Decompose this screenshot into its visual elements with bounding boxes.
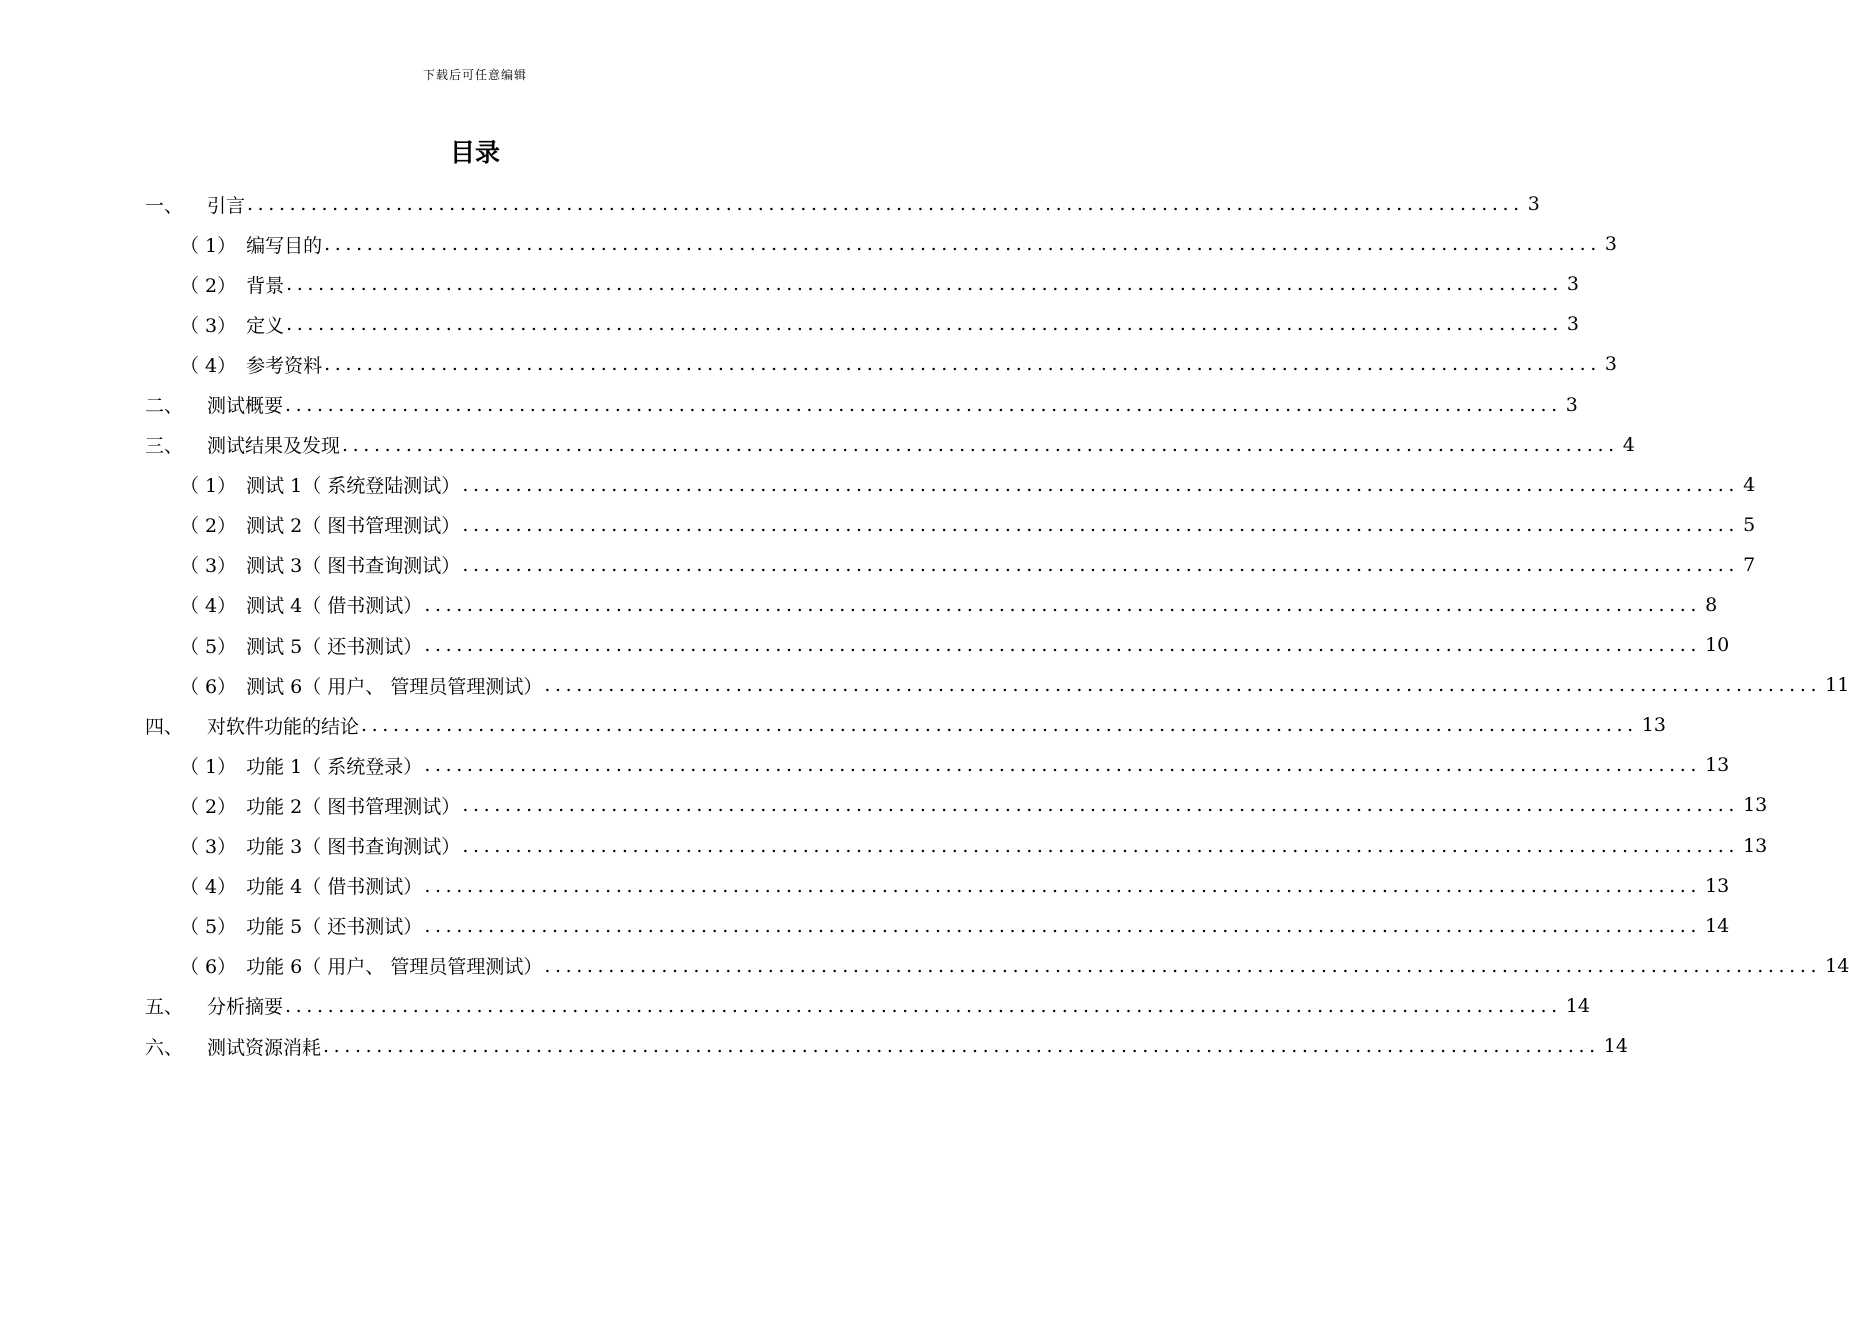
toc-page-number: 13 xyxy=(1743,834,1768,857)
toc-entry-number: 六、 xyxy=(145,1036,184,1059)
toc-entry-number: （ 1） xyxy=(180,234,237,257)
toc-subentry[interactable] xyxy=(145,224,1617,264)
toc-entry-text: 功能 3（ 图书查询测试） xyxy=(246,836,461,859)
toc-entry-number: （ 6） xyxy=(180,675,237,698)
toc-page-number: 13 xyxy=(1743,794,1768,817)
toc-dot-leader: ........................................................................................................................ xyxy=(462,553,1740,576)
toc-entry-text: 背景 xyxy=(246,274,285,297)
table-of-contents xyxy=(145,184,1849,1066)
toc-entry[interactable] xyxy=(145,425,1635,465)
toc-subentry[interactable] xyxy=(145,906,1730,946)
toc-page-number: 4 xyxy=(1743,473,1756,496)
toc-subentry[interactable] xyxy=(145,264,1579,304)
toc-entry[interactable] xyxy=(145,184,1540,224)
toc-entry-text: 对软件功能的结论 xyxy=(207,715,360,738)
toc-entry-text: 功能 4（ 借书测试） xyxy=(246,876,423,899)
toc-dot-leader: ........................................................................................................................ xyxy=(285,393,1562,416)
toc-entry-number: 一、 xyxy=(145,194,184,217)
page-title: 目录 xyxy=(449,138,500,167)
toc-entry-text: 测试 3（ 图书查询测试） xyxy=(246,555,461,578)
toc-entry[interactable] xyxy=(145,1026,1628,1066)
toc-entry-text: 测试 2（ 图书管理测试） xyxy=(246,515,461,538)
toc-dot-leader: ........................................................................................................................ xyxy=(424,874,1702,897)
toc-page-number: 11 xyxy=(1825,674,1849,697)
toc-page-number: 14 xyxy=(1705,914,1730,937)
toc-entry-number: 四、 xyxy=(145,715,184,738)
toc-dot-leader: ........................................................................................................................ xyxy=(285,994,1562,1017)
toc-entry-text: 编写目的 xyxy=(246,234,323,257)
toc-subentry[interactable] xyxy=(145,665,1849,705)
toc-dot-leader: ........................................................................................................................ xyxy=(247,193,1524,216)
toc-page-number: 14 xyxy=(1825,954,1849,977)
toc-entry-number: （ 1） xyxy=(180,475,237,498)
toc-entry-number: （ 6） xyxy=(180,956,237,979)
toc-entry-number: （ 4） xyxy=(180,595,237,618)
toc-subentry[interactable] xyxy=(145,785,1768,825)
toc-page-number: 13 xyxy=(1705,874,1730,897)
toc-entry-text: 测试概要 xyxy=(207,395,284,418)
toc-entry-text: 功能 6（ 用户、 管理员管理测试） xyxy=(246,956,543,979)
toc-dot-leader: ........................................................................................................................ xyxy=(424,754,1702,777)
toc-dot-leader: ........................................................................................................................ xyxy=(462,834,1740,857)
toc-entry-text: 测试 6（ 用户、 管理员管理测试） xyxy=(246,675,543,698)
toc-entry-text: 分析摘要 xyxy=(207,996,284,1019)
toc-entry-text: 功能 5（ 还书测试） xyxy=(246,916,423,939)
toc-entry[interactable] xyxy=(145,705,1666,745)
toc-dot-leader: ........................................................................................................................ xyxy=(324,353,1601,376)
toc-dot-leader: ........................................................................................................................ xyxy=(462,794,1740,817)
toc-dot-leader: ........................................................................................................................ xyxy=(424,634,1702,657)
toc-subentry[interactable] xyxy=(145,505,1756,545)
toc-entry-number: （ 5） xyxy=(180,635,237,658)
toc-entry-text: 测试 1（ 系统登陆测试） xyxy=(246,475,461,498)
header-note: 下载后可任意编辑 xyxy=(422,68,527,82)
toc-entry-text: 测试 5（ 还书测试） xyxy=(246,635,423,658)
toc-dot-leader: ........................................................................................................................ xyxy=(324,233,1601,256)
toc-page-number: 3 xyxy=(1604,353,1617,376)
toc-subentry[interactable] xyxy=(145,946,1849,986)
toc-subentry[interactable] xyxy=(145,745,1730,785)
toc-page-number: 7 xyxy=(1743,553,1756,576)
toc-entry-number: （ 3） xyxy=(180,314,237,337)
toc-page-number: 3 xyxy=(1604,233,1617,256)
toc-entry-number: 三、 xyxy=(145,435,184,458)
toc-entry-text: 测试资源消耗 xyxy=(207,1036,322,1059)
toc-subentry[interactable] xyxy=(145,585,1718,625)
toc-dot-leader: ........................................................................................................................ xyxy=(462,473,1740,496)
toc-subentry[interactable] xyxy=(145,465,1756,505)
toc-page-number: 3 xyxy=(1565,393,1578,416)
toc-entry-text: 参考资料 xyxy=(246,354,323,377)
toc-page-number: 14 xyxy=(1603,1035,1628,1058)
toc-entry-number: 二、 xyxy=(145,395,184,418)
toc-entry-number: （ 3） xyxy=(180,836,237,859)
toc-entry-number: （ 3） xyxy=(180,555,237,578)
toc-dot-leader: ........................................................................................................................ xyxy=(342,433,1619,456)
toc-dot-leader: ........................................................................................................................ xyxy=(544,674,1822,697)
toc-dot-leader: ........................................................................................................................ xyxy=(323,1035,1600,1058)
toc-entry-text: 定义 xyxy=(246,314,285,337)
toc-entry-number: （ 4） xyxy=(180,876,237,899)
toc-subentry[interactable] xyxy=(145,866,1730,906)
toc-dot-leader: ........................................................................................................................ xyxy=(286,313,1563,336)
toc-entry-text: 测试结果及发现 xyxy=(207,435,341,458)
toc-entry-number: 五、 xyxy=(145,996,184,1019)
toc-entry-number: （ 2） xyxy=(180,274,237,297)
toc-entry-number: （ 2） xyxy=(180,795,237,818)
toc-page-number: 4 xyxy=(1622,433,1635,456)
toc-page-number: 3 xyxy=(1527,193,1540,216)
toc-entry[interactable] xyxy=(145,986,1590,1026)
toc-entry-number: （ 2） xyxy=(180,515,237,538)
toc-entry-number: （ 1） xyxy=(180,755,237,778)
toc-page-number: 3 xyxy=(1566,273,1579,296)
toc-subentry[interactable] xyxy=(145,344,1617,384)
toc-entry-text: 功能 1（ 系统登录） xyxy=(246,755,423,778)
toc-entry-text: 引言 xyxy=(207,194,246,217)
toc-entry-text: 功能 2（ 图书管理测试） xyxy=(246,795,461,818)
toc-dot-leader: ........................................................................................................................ xyxy=(424,593,1702,616)
toc-page-number: 10 xyxy=(1705,634,1730,657)
toc-page-number: 3 xyxy=(1566,313,1579,336)
toc-dot-leader: ........................................................................................................................ xyxy=(544,954,1822,977)
toc-page-number: 8 xyxy=(1705,593,1718,616)
toc-dot-leader: ........................................................................................................................ xyxy=(424,914,1702,937)
toc-entry-number: （ 5） xyxy=(180,916,237,939)
toc-entry-number: （ 4） xyxy=(180,354,237,377)
toc-entry-text: 测试 4（ 借书测试） xyxy=(246,595,423,618)
toc-page-number: 13 xyxy=(1641,714,1666,737)
toc-subentry[interactable] xyxy=(145,625,1730,665)
toc-page-number: 14 xyxy=(1565,994,1590,1017)
toc-subentry[interactable] xyxy=(145,304,1579,344)
toc-dot-leader: ........................................................................................................................ xyxy=(361,714,1638,737)
toc-subentry[interactable] xyxy=(145,545,1756,585)
toc-entry[interactable] xyxy=(145,384,1578,424)
toc-subentry[interactable] xyxy=(145,826,1768,866)
toc-dot-leader: ........................................................................................................................ xyxy=(286,273,1563,296)
toc-dot-leader: ........................................................................................................................ xyxy=(462,513,1740,536)
toc-page-number: 5 xyxy=(1743,513,1756,536)
toc-page-number: 13 xyxy=(1705,754,1730,777)
